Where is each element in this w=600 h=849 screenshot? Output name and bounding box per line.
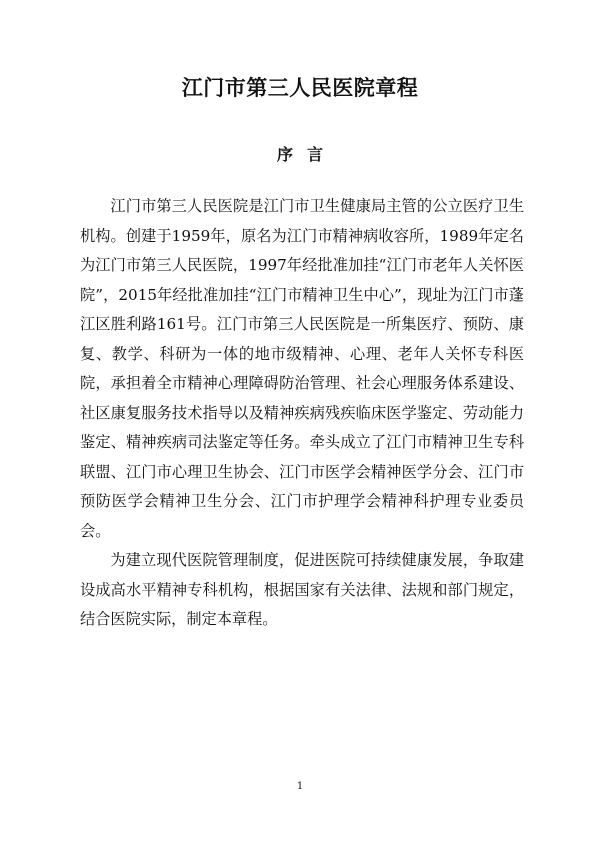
document-title: 江门市第三人民医院章程 [181,75,419,100]
preface-paragraph-2: 为建立现代医院管理制度，促进医院可持续健康发展，争取建设成高水平精神专科机构，根据国家有关法律、法规和部门规定，结合医院实际，制定本章程。 [80,551,524,628]
page-number: 1 [296,781,304,792]
preface-heading: 序言 [276,145,337,164]
preface-paragraph-1: 江门市第三人民医院是江门市卫生健康局主管的公立医疗卫生机构。创建于1959年，原名为江门市精神病收容所，1989年定名为江门市第三人民医院，1997年经批准加挂“江门市老年人关怀医院”，2015年经批准加挂“江门市精神卫生中心”，现址为江门市蓬江区胜利路161号。江门市第三人民医院是一所集医疗、预防、康复、教学、科研为一体的地市级精神、心理、老年人关怀专科医院，承担着全市精神心理障碍防治管理、社会心理服务体系建设、社区康复服务技术指导以及精神疾病残疾临床医学鉴定、劳动能力鉴定、精神疾病司法鉴定等任务。牵头成立了江门市精神卫生专科联盟、江门市心理卫生协会、江门市医学会精神医学分会、江门市预防医学会精神卫生分会、江门市护理学会精神科护理专业委员会。 [80,197,524,540]
preface-body [80,192,524,635]
